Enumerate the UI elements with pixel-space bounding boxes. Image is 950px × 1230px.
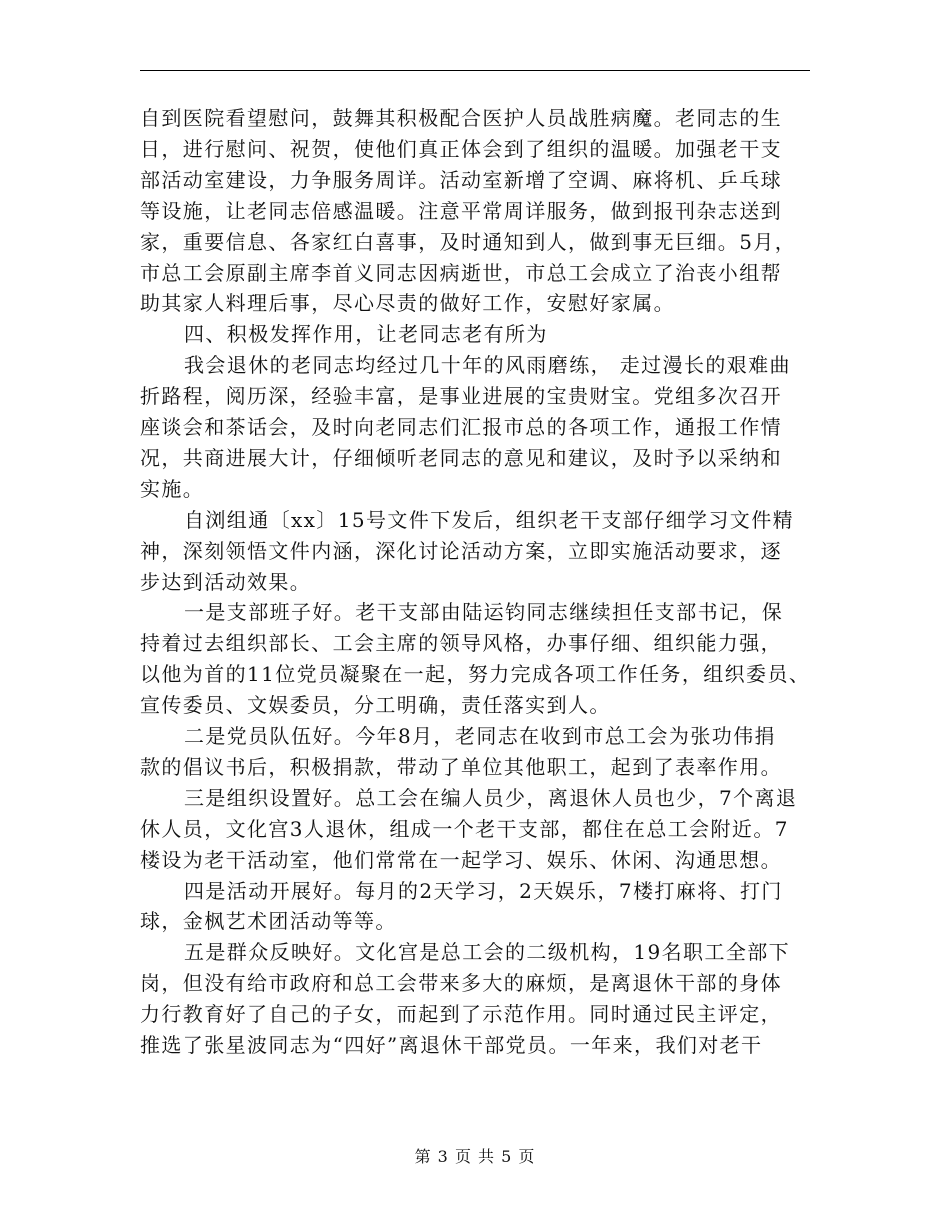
- paragraph-first-line: 五是群众反映好。文化宫是总工会的二级机构，19名职工全部下: [184, 940, 791, 965]
- paragraph-line: 持着过去组织部长、工会主席的领导风格，办事仔细、组织能力强，: [140, 631, 782, 656]
- paragraph-line: 休人员，文化宫3人退休，组成一个老干支部，都住在总工会附近。7: [140, 816, 789, 841]
- paragraph-line: 座谈会和茶话会，及时向老同志们汇报市总的各项工作，通报工作情: [140, 415, 782, 439]
- paragraph-line: 球，金枫艺术团活动等等。: [140, 909, 397, 934]
- paragraph-line: 家，重要信息、各家红白喜事，及时通知到人，做到事无巨细。5月，: [140, 229, 797, 254]
- paragraph-first-line: 一是支部班子好。老干支部由陆运钧同志继续担任支部书记，保: [184, 600, 784, 625]
- paragraph-first-line: 三是组织设置好。总工会在编人员少，离退休人员也少，7个离退: [184, 785, 798, 810]
- paragraph-line: 岗，但没有给市政府和总工会带来多大的麻烦，是离退休干部的身体: [140, 971, 782, 996]
- paragraph-line: 助其家人料理后事，尽心尽责的做好工作，安慰好家属。: [140, 291, 675, 316]
- paragraph-line: 等设施，让老同志倍感温暖。注意平常周详服务，做到报刊杂志送到: [140, 198, 782, 223]
- paragraph-line: 日，进行慰问、祝贺，使他们真正体会到了组织的温暖。加强老干支: [140, 136, 782, 161]
- paragraph-line: 以他为首的11位党员凝聚在一起，努力完成各项工作任务，组织委员、: [140, 662, 811, 687]
- paragraph-line: 市总工会原副主席李首义同志因病逝世，市总工会成立了治丧小组帮: [140, 260, 782, 285]
- paragraph-first-line: 四、积极发挥作用，让老同志老有所为: [184, 322, 548, 347]
- paragraph-first-line: 自浏组通〔xx〕15号文件下发后，组织老干支部仔细学习文件精: [184, 507, 795, 532]
- paragraph-line: 推选了张星波同志为“四好”离退休干部党员。一年来，我们对老干: [140, 1033, 763, 1057]
- paragraph-line: 神，深刻领悟文件内涵，深化讨论活动方案，立即实施活动要求，逐: [140, 538, 782, 563]
- paragraph-line: 自到医院看望慰问，鼓舞其积极配合医护人员战胜病魔。老同志的生: [140, 106, 782, 130]
- paragraph-line: 部活动室建设，力争服务周详。活动室新增了空调、麻将机、乒乓球: [140, 167, 782, 192]
- paragraph-line: 况，共商进展大计，仔细倾听老同志的意见和建议，及时予以采纳和: [140, 445, 782, 470]
- paragraph-line: 步达到活动效果。: [140, 569, 312, 594]
- paragraph-line: 宣传委员、文娱委员，分工明确，责任落实到人。: [140, 693, 611, 718]
- paragraph-line: 力行教育好了自己的子女，而起到了示范作用。同时通过民主评定，: [140, 1002, 782, 1027]
- paragraph-line: 折路程，阅历深，经验丰富，是事业进展的宝贵财宝。党组多次召开: [140, 384, 782, 409]
- paragraph-line: 款的倡议书后，积极捐款，带动了单位其他职工，起到了表率作用。: [140, 754, 782, 779]
- paragraph-first-line: 我会退休的老同志均经过几十年的风雨磨练， 走过漫长的艰难曲: [184, 353, 791, 378]
- page-footer: [0, 1148, 950, 1166]
- paragraph-line: 实施。: [140, 476, 205, 501]
- paragraph-first-line: 四是活动开展好。每月的2天学习，2天娱乐，7楼打麻将、打门: [184, 878, 783, 903]
- header-rule: [140, 70, 810, 71]
- paragraph-line: 楼设为老干活动室，他们常常在一起学习、娱乐、休闲、沟通思想。: [140, 847, 782, 872]
- paragraph-first-line: 二是党员队伍好。今年8月，老同志在收到市总工会为张功伟捐: [184, 724, 776, 748]
- page-number-label: 第 3 页 共 5 页: [414, 1147, 536, 1166]
